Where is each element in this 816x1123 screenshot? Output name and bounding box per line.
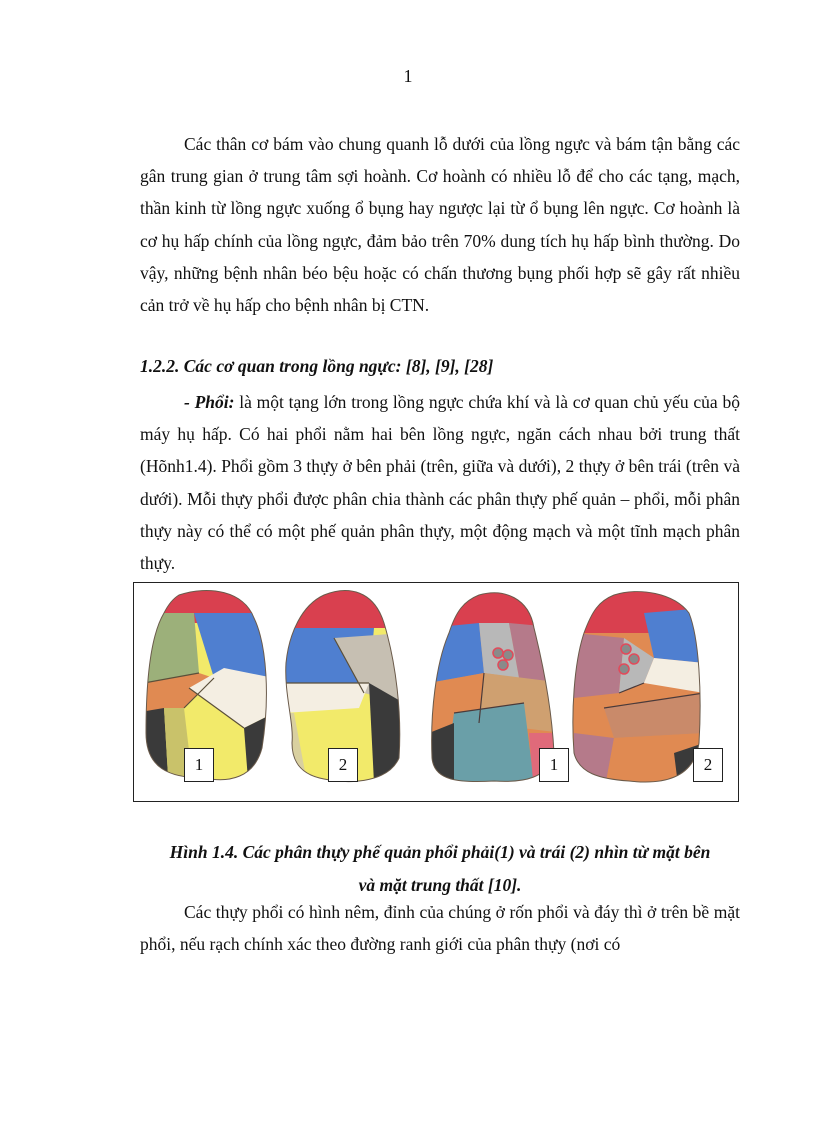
- caption-line-2: và mặt trung thất [10].: [358, 875, 522, 895]
- body-paragraph-diaphragm: Các thân cơ bám vào chung quanh lỗ dưới của lồng ngực và bám tận bằng các gân trung gian ở trung tâm sợi hoành. Cơ hoành có nhiều lỗ để cho các tạng, mạch, thần kinh từ lồng ngực xuống ổ bụng hay ngược lại từ ổ bụng lên ngực. Cơ hoành là cơ hụ hấp chính của lồng ngực, đảm bảo trên 70% dung tích hụ hấp bình thường. Do vậy, những bệnh nhân béo bệu hoặc có chấn thương bụng phối hợp sẽ gây rất nhiều cản trở về hụ hấp cho bệnh nhân bị CTN.: [140, 134, 740, 316]
- figure-label-left-mediastinal: 2: [693, 748, 723, 782]
- figure-caption: [100, 836, 780, 902]
- lung-description: là một tạng lớn trong lồng ngực chứa khí và là cơ quan chủ yếu của bộ máy hụ hấp. Có hai phổi nằm hai bên lồng ngực, ngăn cách nhau bởi trung thất (Hõnh1.4). Phổi gồm 3 thựy ở bên phải (trên, giữa và dưới), 2 thựy ở bên trái (trên và dưới). Mỗi thựy phổi được phân chia thành các phân thựy phế quản – phổi, mỗi phân thựy này có thể có một phế quản phân thựy, một động mạch và một tĩnh mạch phân thựy.: [140, 392, 740, 574]
- term-lung: - Phổi:: [184, 392, 235, 412]
- caption-line-1: Hình 1.4. Các phân thựy phế quản phổi phải(1) và trái (2) nhìn từ mặt bên: [169, 842, 711, 862]
- figure-label-right-lateral: 1: [184, 748, 214, 782]
- body-paragraph-lobes: Các thựy phổi có hình nêm, đỉnh của chúng ở rốn phổi và đáy thì ở trên bề mặt phổi, nếu rạch chính xác theo đường ranh giới của phân thựy (nơi có: [140, 902, 740, 955]
- figure-label-left-lateral: 2: [328, 748, 358, 782]
- figure-label-right-mediastinal: 1: [539, 748, 569, 782]
- lung-illustrations: [134, 583, 740, 803]
- section-heading: 1.2.2. Các cơ quan trong lồng ngực: [8], [9], [28]: [140, 356, 494, 376]
- lung-segments-figure: [133, 582, 739, 802]
- body-paragraph-lungs: [140, 386, 740, 579]
- page-number: 1: [403, 66, 413, 86]
- lung-left-mediastinal: [564, 583, 714, 793]
